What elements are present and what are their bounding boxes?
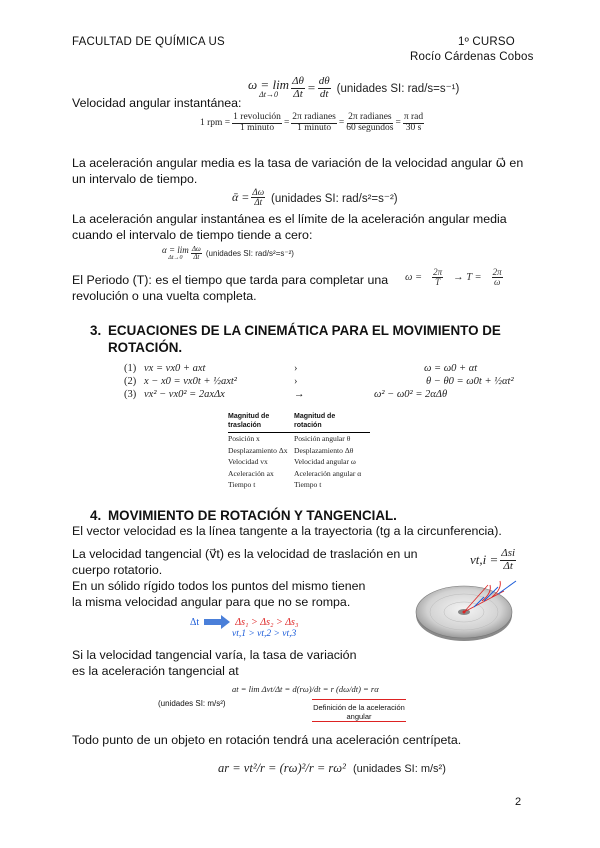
arrow-t: → T = [453, 272, 482, 284]
frac-den: 30 s [405, 122, 422, 133]
instant-velocity-label: Velocidad angular instantánea: [72, 96, 242, 110]
section3-number: 3. [90, 323, 102, 338]
rpm-lhs: 1 rpm = [200, 118, 231, 129]
instant-velocity-formula [248, 76, 459, 100]
frac-num: Δsi [501, 547, 516, 559]
frac-num: dθ [318, 75, 330, 87]
table-cell: Velocidad angular ω [294, 457, 356, 466]
table-cell: Posición x [228, 434, 260, 443]
period-formula [405, 268, 505, 288]
ar-formula: ar = vt²/r = (rω)²/r = rω² [218, 761, 346, 775]
eq-arrow: › [294, 363, 298, 374]
eq-linear: x − x0 = vx0t + ½axt² [144, 376, 237, 387]
frac-num: 2π radianes [292, 112, 336, 122]
table-cell: Aceleración ax [228, 468, 274, 478]
frac-den: dt [319, 87, 329, 100]
eq-linear: vx = vx0 + axt [144, 363, 206, 374]
equation-row [124, 375, 514, 388]
alpha-bar: ᾱ = [232, 190, 250, 205]
at-formula: at = lim Δvt/Δt = d(rω)/dt = r (dω/dt) = rα [232, 684, 379, 694]
units: (unidades SI: rad/s²=s⁻²) [205, 249, 294, 259]
section4-title: MOVIMIENTO DE ROTACIÓN Y TANGENCIAL. [108, 508, 397, 523]
table-row [228, 445, 370, 457]
lim-subscript: Δt→0 [168, 255, 183, 262]
at-units: (unidades SI: m/s²) [158, 699, 226, 708]
rotating-disk-illustration [412, 575, 532, 643]
units: (unidades SI: m/s²) [352, 763, 446, 775]
magnitude-table-wrap [228, 412, 370, 491]
table-cell: Desplazamiento Δθ [294, 445, 354, 455]
rigid-body-text: En un sólido rígido todos los puntos del mismo tienen la misma velocidad angular para que no se rompa. [72, 579, 366, 609]
velocity-vector-text: El vector velocidad es la línea tangente a la trayectoria (tg a la circunferencia). [72, 524, 502, 538]
frac-num: 2π [433, 267, 443, 277]
frac-num: π rad [403, 112, 424, 122]
eq-rotational: θ − θ0 = ω0t + ½αt² [426, 376, 514, 387]
vt-inequality: vt,1 > vt,2 > vt,3 [232, 629, 297, 639]
table-header: Magnitud de rotación [294, 412, 370, 433]
frac-den: Δt [254, 197, 263, 208]
equation-row [124, 388, 514, 401]
tangential-velocity-text: La velocidad tangencial (v⃗t) es la velocidad de traslación en un cuerpo rotatorio. [72, 547, 418, 577]
lim-subscript: Δt→0 [259, 89, 278, 99]
table-row [228, 479, 370, 491]
eq-rotational: ω² − ω0² = 2αΔθ [374, 389, 448, 400]
section4-number: 4. [90, 508, 102, 523]
definition-underline [312, 699, 406, 700]
units: (unidades SI: rad/s²=s⁻²) [271, 192, 398, 205]
vt-formula [470, 548, 518, 572]
frac-num: Δθ [292, 75, 304, 87]
frac-num: 2π radianes [348, 112, 392, 122]
eq-linear: vx² − vx0² = 2axΔx [144, 389, 225, 400]
eq-number: (2) [124, 376, 137, 387]
mean-acceleration-text: La aceleración angular media es la tasa de variación de la velocidad angular ω⃗ en un intervalo de tiempo. [72, 156, 524, 186]
period-text: El Periodo (T): es el tiempo que tarda para completar una revolución o una vuelta completa. [72, 273, 389, 303]
magnitude-table [228, 412, 370, 491]
frac-den: Δt [193, 253, 200, 262]
table-cell: Tiempo t [228, 480, 256, 489]
frac-den: Δt [293, 87, 303, 100]
frac-den: 1 minuto [297, 122, 332, 133]
table-row [228, 433, 370, 445]
equals: = [306, 80, 316, 96]
dt-relation [190, 615, 298, 629]
omega-eq: ω = [405, 272, 423, 284]
mean-acceleration-formula [232, 188, 398, 208]
omega-lim: ω = lim [248, 76, 290, 92]
frac-num: 1 revolución [233, 112, 281, 122]
table-cell: Tiempo t [294, 480, 322, 489]
table-header: Magnitud de traslación [228, 412, 294, 433]
blue-arrow-icon [203, 615, 231, 629]
eq-number: (3) [124, 389, 137, 400]
displacement-inequality: Δs₁ > Δs₂ > Δs₃ [235, 616, 299, 628]
centripetal-formula [218, 761, 446, 776]
header-course: 1º CURSO [458, 36, 515, 48]
table-row [228, 456, 370, 468]
angular-acceleration-definition: Definición de la aceleración angular [313, 703, 405, 721]
instant-acceleration-formula [162, 246, 294, 262]
tangential-acceleration-text: Si la velocidad tangencial varía, la tasa de variación es la aceleración tangencial at [72, 648, 357, 678]
eq-rotational: ω = ω0 + αt [424, 363, 478, 374]
header-author: Rocío Cárdenas Cobos [410, 51, 534, 63]
units: (unidades SI: rad/s=s⁻¹) [336, 83, 460, 96]
centripetal-text: Todo punto de un objeto en rotación tendrá una aceleración centrípeta. [72, 733, 462, 747]
dt-label: Δt [190, 616, 200, 628]
table-cell: Posición angular θ [294, 434, 351, 443]
vt-lhs: vt,i = [470, 552, 499, 568]
eq-arrow: → [294, 389, 305, 400]
frac-den: 60 segundos [346, 122, 394, 133]
section3-title: ECUACIONES DE LA CINEMÁTICA PARA EL MOVIMIENTO DE ROTACIÓN. [108, 323, 501, 355]
kinematic-equations [124, 362, 514, 401]
table-cell: Aceleración angular α [294, 468, 362, 478]
frac-num: 2π [492, 267, 502, 277]
equation-row [124, 362, 514, 375]
page-number: 2 [515, 796, 522, 808]
frac-num: Δω [191, 245, 201, 253]
frac-den: ω [493, 277, 501, 288]
eq-number: (1) [124, 363, 137, 374]
table-cell: Desplazamiento Δx [228, 445, 288, 455]
rpm-conversion: 1 rpm = $\frac{\text{1 revolución}}{\text{1 minuto}}$ = $\frac{\text{2π radianes}}{\text{1 minuto}}$ = $\frac{\text{2π radianes}}{\text{60 segundos}}$ = $\frac{\text{π rad}}{30 s}$ [200, 112, 424, 133]
frac-den: Δt [503, 559, 513, 572]
eq-arrow: › [294, 376, 298, 387]
instant-acceleration-text: La aceleración angular instantánea es el límite de la aceleración angular media cuando el intervalo de tiempo tiende a cero: [72, 212, 507, 242]
alpha-lim: α = lim [162, 245, 189, 256]
header-faculty: FACULTAD DE QUÍMICA US [72, 36, 225, 48]
table-cell: Velocidad vx [228, 457, 268, 466]
table-row [228, 468, 370, 480]
frac-num: Δω [252, 187, 265, 197]
frac-den: T [435, 277, 441, 288]
frac-den: 1 minuto [240, 122, 275, 133]
